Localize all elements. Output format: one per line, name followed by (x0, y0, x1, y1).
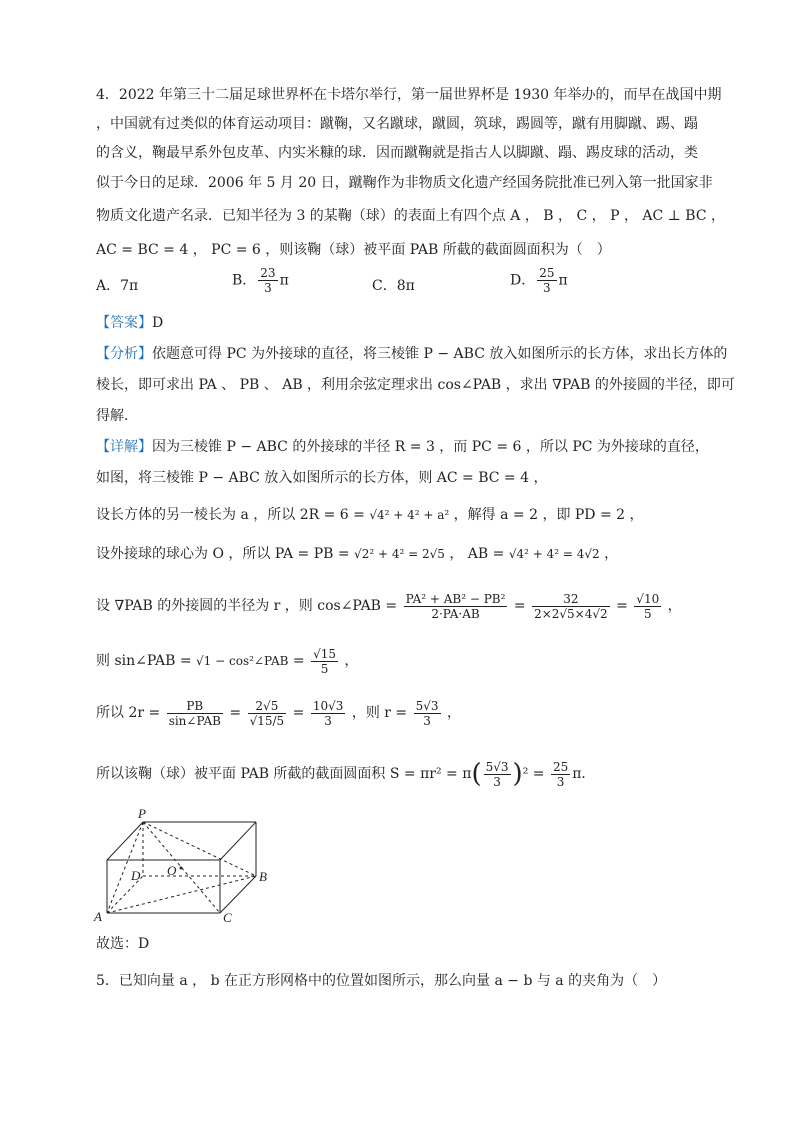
area-fraction-2 (551, 760, 570, 789)
detail-line-7-a: 所以 2r = (96, 705, 165, 721)
detail-line-3 (96, 506, 644, 524)
radius-fraction-4-den: 3 (423, 713, 431, 728)
center-point-o (180, 867, 183, 870)
option-d-prefix: D． (510, 272, 536, 289)
paren-close: ) (512, 759, 523, 789)
cos-fraction-1-den: 2·PA·AB (431, 606, 480, 621)
radius-fraction-2-num: 2√5 (248, 699, 287, 714)
detail-line-4-sqrt-2: √4² + 4² = 4√2 (508, 547, 600, 561)
option-b-prefix: B． (232, 272, 257, 289)
detail-line-5-b: ， (663, 598, 682, 614)
detail-line-4-a: 设外接球的球心为 O ，所以 PA = PB = (96, 546, 355, 562)
detail-line-8-m: ² = (522, 766, 549, 782)
cos-fraction-2-num: 32 (532, 592, 610, 607)
option-d-suffix: π (558, 272, 568, 289)
paren-open: ( (471, 759, 482, 789)
cos-fraction-3-den: 5 (643, 606, 652, 621)
label-p: P (138, 808, 146, 821)
option-b-numerator: 23 (260, 266, 276, 280)
q4-line-5: 物质文化遗产名录．已知半径为 3 的某鞠（球）的表面上有四个点 A ， B ， C ， P ， AC ⊥ BC ， (96, 208, 725, 224)
area-fraction-1-den: 3 (493, 774, 501, 789)
analysis-text-1: 依题意可得 PC 为外接球的直径，将三棱锥 P − ABC 放入如图所示的长方体，求出长方体的 (152, 346, 728, 362)
q5-line-1: 5．已知向量 a ， b 在正方形网格中的位置如图所示，那么向量 a − b 与 a 的夹角为（ ） (96, 973, 667, 989)
radius-fraction-1-num: PB (167, 699, 223, 714)
area-fraction-1-num: 5√3 (485, 759, 509, 774)
edge-pb (143, 822, 256, 876)
detail-line-4-m: ， AB = (444, 546, 509, 562)
radius-fraction-2-den: √15/5 (249, 713, 285, 728)
detail-text-1: 因为三棱锥 P − ABC 的外接球的半径 R = 3 ，而 PC = 6 ，所以 PC 为外接球的直径， (152, 439, 709, 455)
detail-tag: 【详解】 (96, 439, 152, 455)
analysis-tag: 【分析】 (96, 346, 152, 362)
cuboid-figure (90, 808, 280, 928)
detail-line-7-m: ，则 r = (347, 705, 412, 721)
q4-line-3: 的含义，鞠最早系外包皮革、内实米糠的球．因而蹴鞠就是指古人以脚蹴、蹋、踢皮球的活动，类 (96, 145, 698, 161)
edge-ab (107, 876, 256, 913)
edge-cb (220, 876, 256, 913)
cos-fraction-3-num: √10 (636, 591, 660, 606)
analysis-line-1 (96, 345, 727, 363)
q4-line-4: 似于今日的足球．2006 年 5 月 20 日，蹴鞠作为非物质文化遗产经国务院批准已列入第一批国家非 (96, 175, 713, 191)
detail-line-2: 如图，将三棱锥 P − ABC 放入如图所示的长方体，则 AC = BC = 4 ， (96, 470, 548, 486)
radius-fraction-1 (167, 699, 223, 728)
cos-fraction-2 (532, 592, 610, 621)
q4-line-2: ，中国就有过类似的体育运动项目：蹴鞠，又名蹴球，蹴圆，筑球，踢圆等，蹴有用脚蹴、踢、蹋 (96, 116, 698, 132)
label-c: C (223, 910, 232, 925)
radius-fraction-3 (311, 699, 346, 728)
detail-line-4 (96, 545, 618, 563)
answer-text: D (152, 315, 164, 331)
q4-line-1: 4．2022 年第三十二届足球世界杯在卡塔尔举行，第一届世界杯是 1930 年举办的，而早在战国中期 (96, 87, 722, 103)
option-d-numerator: 25 (539, 266, 555, 280)
detail-line-7-b: ， (442, 705, 461, 721)
detail-line-6: 则 sin∠PAB = √1 − cos²∠PAB = $\frac{√15}{5}$ ， (96, 646, 359, 676)
sin-fraction-den: 5 (320, 661, 329, 676)
cos-fraction-1-num: PA² + AB² − PB² (405, 591, 506, 606)
detail-line-4-sqrt: √2² + 4² = 2√5 (354, 547, 445, 561)
answer-line (96, 314, 163, 332)
radius-fraction-2 (248, 699, 287, 728)
radius-fraction-4-num: 5√3 (415, 698, 439, 713)
option-b (232, 266, 289, 295)
label-b: B (259, 869, 267, 884)
analysis-line-2: 棱长，即可求出 PA 、 PB 、 AB ，利用余弦定理求出 cos∠PAB ，求出 ∇PAB 的外接圆的半径，即可 (96, 377, 735, 393)
option-d (510, 266, 568, 295)
option-d-fraction (537, 266, 556, 295)
detail-line-3-sqrt: √4² + 4² + a² (369, 508, 450, 522)
conclusion: 故选：D (96, 936, 150, 952)
sin-fraction-num: √15 (313, 646, 336, 661)
detail-line-3-a: 设长方体的另一棱长为 a ，所以 2R = 6 = (96, 507, 370, 523)
radius-fraction-1-den: sin∠PAB (168, 713, 221, 728)
detail-line-5: 设 ∇PAB 的外接圆的半径为 r ，则 cos∠PAB = $\frac{\text{PA² + AB² − PB²}}{2\cdot PA\cdot AB}$ = $\frac{32}{2\times 2√5\times 4√2}$ = $\frac{√10}{5}$ ， (96, 591, 682, 621)
label-a: A (94, 909, 102, 924)
detail-line-6-sqrt: √1 − cos²∠PAB (196, 654, 289, 668)
detail-line-8 (96, 752, 595, 796)
option-b-fraction (258, 266, 277, 295)
detail-line-7: 所以 2r = $\frac{PB}{\text{sin∠PAB}}$ = $\frac{2√5}{√15/5}$ = $\frac{10√3}{3}$ ，则 r = $\frac{5√3}{3}$ ， (96, 698, 461, 728)
q4-line-6: AC = BC = 4 ， PC = 6 ，则该鞠（球）被平面 PAB 所截的截面圆面积为（ ） (96, 242, 611, 258)
option-d-denominator: 3 (543, 281, 551, 295)
area-fraction-1 (484, 760, 511, 789)
radius-fraction-3-num: 10√3 (312, 698, 344, 713)
option-c: C．8π (372, 278, 415, 294)
label-o: O (167, 863, 177, 878)
area-fraction-2-den: 3 (556, 774, 565, 789)
answer-tag: 【答案】 (96, 315, 152, 331)
area-fraction-2-num: 25 (552, 759, 569, 774)
detail-line-1 (96, 438, 709, 456)
label-d: D (131, 868, 141, 883)
sin-fraction (311, 647, 338, 676)
radius-fraction-4 (414, 699, 441, 728)
option-a: A．7π (96, 278, 139, 294)
detail-line-3-b: ，解得 a = 2 ，即 PD = 2 ， (449, 507, 644, 523)
detail-line-8-a: 所以该鞠（球）被平面 PAB 所截的截面圆面积 S = πr² = π (96, 766, 472, 782)
radius-fraction-3-den: 3 (324, 713, 332, 728)
cos-fraction-2-den: 2×2√5×4√2 (534, 606, 608, 621)
detail-line-8-b: π． (572, 766, 596, 782)
option-b-suffix: π (279, 272, 289, 289)
detail-line-6-a: 则 sin∠PAB = (96, 653, 197, 669)
detail-line-6-b: ， (339, 653, 359, 669)
detail-line-5-a: 设 ∇PAB 的外接圆的半径为 r ，则 cos∠PAB = (96, 598, 402, 614)
cos-fraction-3 (634, 592, 661, 621)
option-b-denominator: 3 (264, 281, 272, 295)
analysis-line-3: 得解. (96, 408, 129, 424)
cos-fraction-1 (404, 592, 508, 621)
detail-line-4-b: ， (599, 546, 619, 562)
